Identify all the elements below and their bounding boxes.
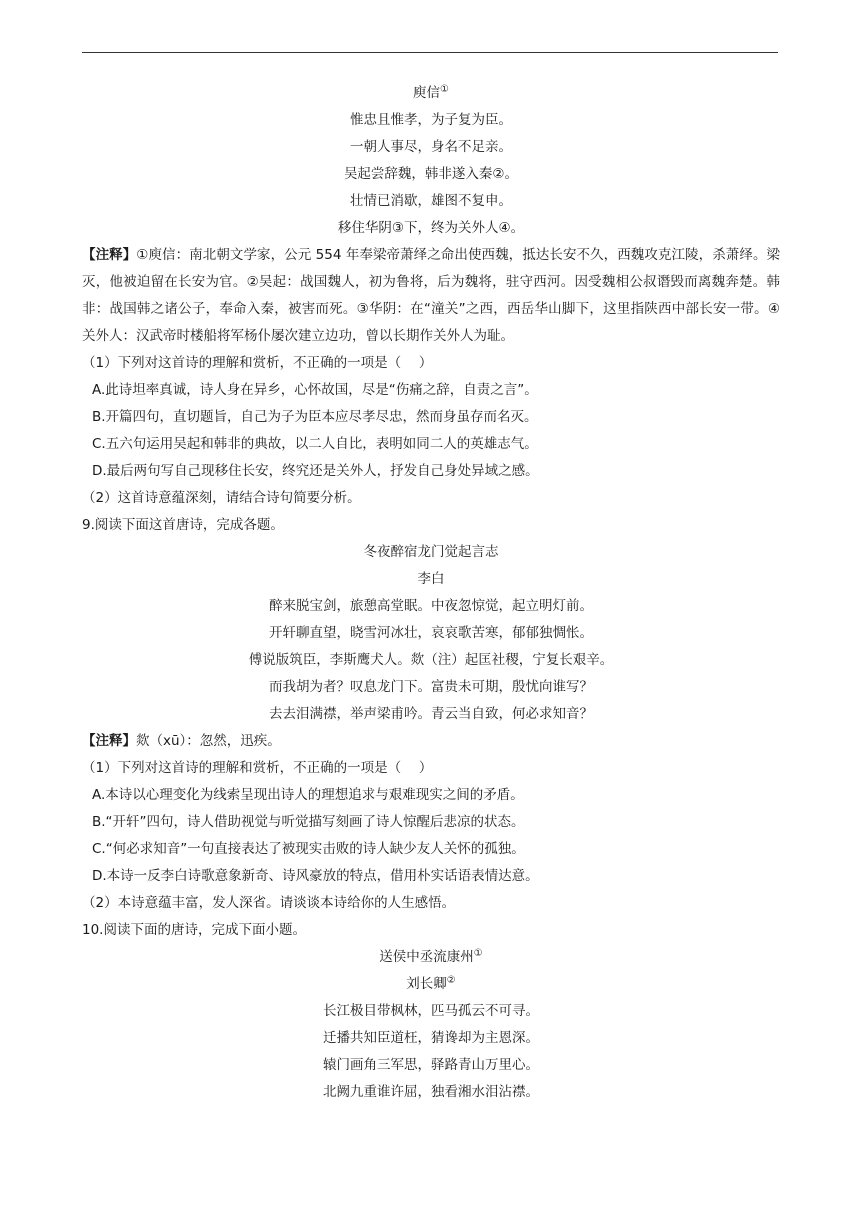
q10-poem-title: 送侯中丞流康州① bbox=[379, 948, 483, 965]
q10-poem-line: 北阙九重谁许屈，独看湘水泪沾襟。 bbox=[323, 1084, 539, 1100]
q10-heading: 10.阅读下面的唐诗，完成下面小题。 bbox=[82, 922, 306, 938]
q10-poem-line: 辕门画角三军思，驿路青山万里心。 bbox=[323, 1057, 539, 1073]
q10-poem-line: 迁播共知臣道枉，猜谗却为主恩深。 bbox=[323, 1030, 539, 1046]
q9-poem-line: 而我胡为者？叹息龙门下。富贵未可期，殷忧向谁写？ bbox=[269, 679, 593, 695]
q9-poem-line: 开轩聊直望，晓雪河冰壮，哀哀歌苦寒，郁郁独惆怅。 bbox=[269, 625, 593, 641]
header-rule bbox=[82, 52, 778, 53]
q8-notes bbox=[82, 242, 780, 350]
q8-poem-line: 壮情已消歇，雄图不复申。 bbox=[350, 193, 512, 209]
q8-poem-line: 移住华阴③下，终为关外人④。 bbox=[337, 220, 525, 236]
q8-option-c: C.五六句运用吴起和韩非的典故，以二人自比，表明如同二人的英雄志气。 bbox=[92, 436, 538, 452]
footnote-mark: ① bbox=[473, 948, 483, 959]
q9-author: 李白 bbox=[417, 571, 445, 587]
footnote-mark: ① bbox=[440, 84, 449, 95]
q8-poem-line: 一朝人事尽，身名不足亲。 bbox=[350, 139, 512, 155]
q9-heading: 9.阅读下面这首唐诗，完成各题。 bbox=[82, 517, 284, 533]
notes-body: 欻（xū）：忽然，迅疾。 bbox=[136, 733, 281, 749]
q9-option-d: D.本诗一反李白诗歌意象新奇、诗风豪放的特点，借用朴实话语表情达意。 bbox=[92, 868, 539, 884]
q8-poem-line: 惟忠且惟孝，为子复为臣。 bbox=[350, 112, 512, 128]
q9-poem-line: 傅说版筑臣，李斯鹰犬人。欻（注）起匡社稷，宁复长艰辛。 bbox=[248, 652, 614, 668]
q9-poem-line: 醉来脱宝剑，旅憩高堂眠。中夜忽惊觉，起立明灯前。 bbox=[269, 598, 593, 614]
q9-poem-line: 去去泪满襟，举声梁甫吟。青云当自致，何必求知音？ bbox=[269, 706, 593, 722]
q9-option-b: B.“开轩”四句，诗人借助视觉与听觉描写刻画了诗人惊醒后悲凉的状态。 bbox=[92, 814, 525, 830]
q10-author: 刘长卿② bbox=[406, 975, 456, 992]
q8-subquestion-1: （1）下列对这首诗的理解和赏析，不正确的一项是（ ） bbox=[82, 355, 433, 371]
document-page bbox=[82, 80, 780, 1106]
notes-body: ①庾信：南北朝文学家，公元 554 年奉梁帝萧绎之命出使西魏，抵达长安不久，西魏攻克江陵，杀萧绎。梁灭，他被迫留在长安为官。②吴起：战国魏人，初为鲁将，后为魏将，驻守西河。因受魏相公叔谮毁而离魏奔楚。韩非：战国韩之诸公子，奉命入秦，被害而死。③华阴：在“潼关”之西，西岳华山脚下，这里指陕西中部长安一带。④关外人：汉武帝时楼船将军杨仆屡次建立边功，曾以长期作关外人为耻。 bbox=[82, 247, 781, 344]
q9-subquestion-1: （1）下列对这首诗的理解和赏析，不正确的一项是（ ） bbox=[82, 760, 433, 776]
q8-subquestion-2: （2）这首诗意蕴深刻，请结合诗句简要分析。 bbox=[82, 490, 361, 506]
q8-option-b: B.开篇四句，直切题旨，自己为子为臣本应尽孝尽忠，然而身虽存而名灭。 bbox=[92, 409, 538, 425]
q9-option-a: A.本诗以心理变化为线索呈现出诗人的理想追求与艰难现实之间的矛盾。 bbox=[92, 787, 524, 803]
q8-option-a: A.此诗坦率真诚，诗人身在异乡，心怀故国，尽是“伤痛之辞，自责之言”。 bbox=[92, 382, 538, 398]
notes-label: 【注释】 bbox=[82, 733, 136, 749]
q8-poem-line: 吴起尝辞魏，韩非遂入秦②。 bbox=[343, 166, 519, 182]
q9-subquestion-2: （2）本诗意蕴丰富，发人深省。请谈谈本诗给你的人生感悟。 bbox=[82, 895, 456, 911]
footnote-mark: ② bbox=[446, 975, 456, 986]
q9-poem-title: 冬夜醉宿龙门觉起言志 bbox=[363, 544, 499, 560]
notes-label: 【注释】 bbox=[82, 247, 137, 263]
q8-poem-title: 庾信① bbox=[413, 84, 449, 101]
q9-notes bbox=[82, 728, 780, 755]
q10-poem-line: 长江极目带枫林，匹马孤云不可寻。 bbox=[323, 1003, 539, 1019]
q8-option-d: D.最后两句写自己现移住长安，终究还是关外人，抒发自己身处异域之感。 bbox=[92, 463, 539, 479]
q9-option-c: C.“何必求知音”一句直接表达了被现实击败的诗人缺少友人关怀的孤独。 bbox=[92, 841, 525, 857]
